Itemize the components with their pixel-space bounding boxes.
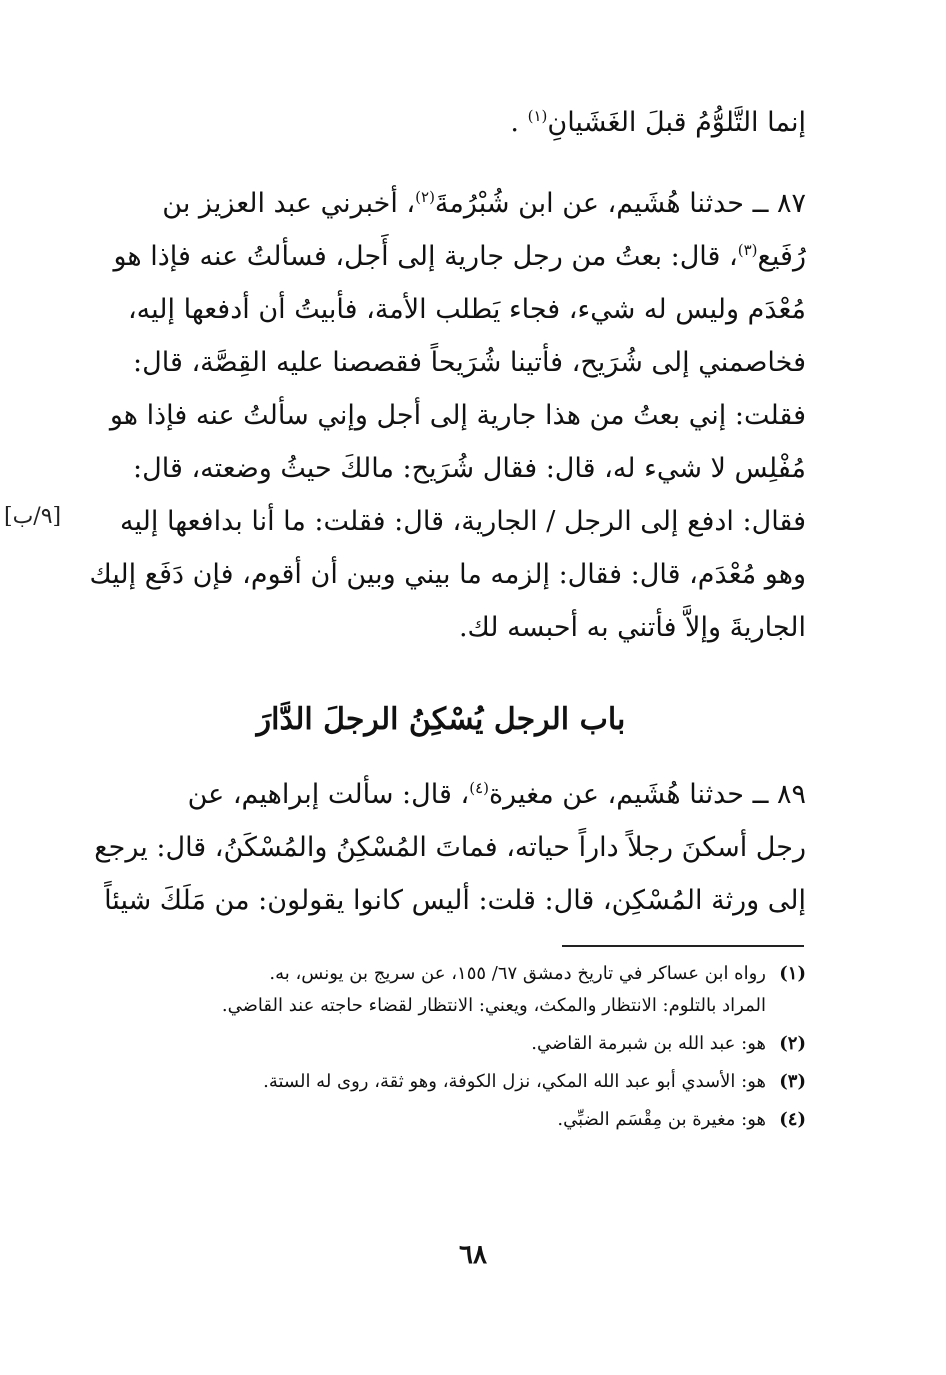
text-line: الجاريةَ وإلاَّ فأتني به أحبسه لك. (458, 612, 806, 643)
text-line: إنما التَّلوُّمُ قبلَ الغَشَيانِ$^{(١)}$ . (510, 107, 806, 138)
footnote-number: (٢) (779, 1033, 806, 1054)
hadith-89 (76, 768, 806, 927)
text-line: رجل أسكنَ رجلاً داراً حياته، فماتَ المُسْكِنُ والمُسْكَنُ، قال: يرجع (94, 832, 806, 863)
footnotes (80, 958, 806, 1142)
footnote (80, 958, 806, 1022)
footnote-divider (562, 945, 804, 947)
footnote-number: (١) (779, 963, 806, 984)
footnote-number: (٤) (779, 1109, 806, 1130)
text-line: ٨٩ ــ حدثنا هُشَيم، عن مغيرة$^{(٤)}$، قال: سألت إبراهيم، عن (187, 779, 806, 810)
footnote-ref: (١) (527, 107, 548, 125)
manuscript-folio-note: [٩/ب] (4, 504, 62, 529)
text-line: فخاصمني إلى شُرَيح، فأتينا شُرَيحاً فقصصنا عليه القِصَّة، قال: (133, 347, 806, 378)
text-line: وهو مُعْدَم، قال: فقال: إلزمه ما بيني وبين أن أقوم، فإن دَفَع إليك (89, 559, 806, 590)
footnote (80, 1066, 806, 1098)
text-line: ٨٧ ــ حدثنا هُشَيم، عن ابن شُبْرُمةَ$^{(٢)}$، أخبرني عبد العزيز بن (162, 188, 806, 219)
hadith-87 (76, 177, 806, 654)
footnote-text: هو: عبد الله بن شبرمة القاضي. (531, 1033, 766, 1054)
text-line: مُعْدَم وليس له شيء، فجاء يَطلب الأمة، فأبيتُ أن أدفعها إليه، (127, 294, 806, 325)
page-number: ٦٨ (459, 1240, 487, 1270)
text-line: فقال: ادفع إلى الرجل / الجارية، قال: فقلت: ما أنا بدافعها إليه (120, 506, 806, 537)
footnote-ref: (٤) (469, 779, 489, 797)
text-line: فقلت: إني بعتُ من هذا جارية إلى أجل وإني سألتُ عنه فإذا هو (109, 400, 806, 431)
text-line: رُفَيع$^{(٣)}$، قال: بعتُ من رجل جارية إلى أَجل، فسألتُ عنه فإذا هو (113, 241, 806, 272)
footnote-text: رواه ابن عساكر في تاريخ دمشق ٦٧/ ١٥٥، عن سريج بن يونس، به. (269, 963, 766, 984)
footnote-ref: (٢) (415, 188, 435, 206)
footnote-text: هو: مغيرة بن مِقْسَم الضبِّي. (557, 1109, 766, 1130)
footnote (80, 1028, 806, 1060)
text-line: إلى ورثة المُسْكِن، قال: قلت: أليس كانوا يقولون: من مَلَكَ شيئاً (104, 885, 806, 916)
chapter-heading: باب الرجل يُسْكِنُ الرجلَ الدَّارَ (256, 702, 626, 737)
footnote (80, 1104, 806, 1136)
footnote-number: (٣) (779, 1071, 806, 1092)
footnote-ref: (٣) (737, 241, 758, 259)
text-line: مُفْلِس لا شيء له، قال: فقال شُرَيح: مالكَ حيثُ وضعته، قال: (133, 453, 806, 484)
footnote-text: هو: الأسدي أبو عبد الله المكي، نزل الكوفة، وهو ثقة، روى له الستة. (263, 1071, 766, 1092)
footnote-text: المراد بالتلوم: الانتظار والمكث، ويعني: الانتظار لقضاء حاجته عند القاضي. (221, 995, 766, 1016)
opening-line (76, 96, 806, 149)
